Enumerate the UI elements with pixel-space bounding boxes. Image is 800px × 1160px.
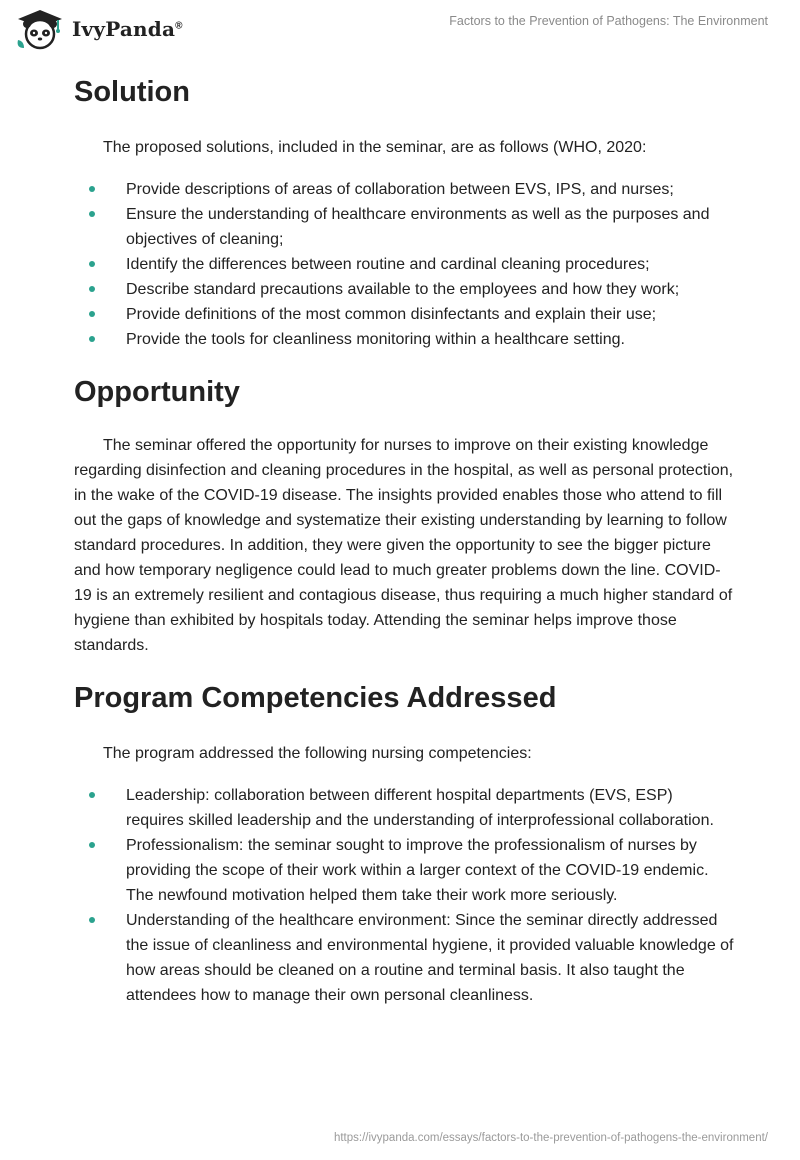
list-item: Ensure the understanding of healthcare environments as well as the purposes and objectives of cleaning;	[74, 202, 734, 252]
list-item: Professionalism: the seminar sought to improve the professionalism of nurses by providing the scope of their work within a larger context of the COVID-19 endemic. The newfound motivation helped them take their work more seriously.	[74, 833, 734, 908]
solution-heading: Solution	[74, 76, 190, 108]
competencies-intro: The program addressed the following nursing competencies:	[103, 745, 532, 762]
list-item: Provide descriptions of areas of collaboration between EVS, IPS, and nurses;	[74, 177, 734, 202]
solution-intro: The proposed solutions, included in the seminar, are as follows (WHO, 2020:	[103, 139, 647, 156]
list-item: Identify the differences between routine and cardinal cleaning procedures;	[74, 252, 734, 277]
opportunity-paragraph: The seminar offered the opportunity for nurses to improve on their existing knowledge regarding disinfection and cleaning procedures in the hospital, as well as personal protection, in the wake of the COVID-19 disease. The insights provided enables those who attend to fill out the gaps of knowledge and systematize their existing understanding by learning to follow standard procedures. In addition, they were given the opportunity to see the bigger picture and how temporary negligence could lead to much greater problems down the line. COVID-19 is an extremely resilient and contagious disease, thus requiring a much higher standard of hygiene than exhibited by hospitals today. Attending the seminar helps improve those standards.	[74, 437, 734, 654]
list-item: Provide the tools for cleanliness monitoring within a healthcare setting.	[74, 327, 734, 352]
page-header	[0, 0, 800, 56]
list-item: Understanding of the healthcare environment: Since the seminar directly addressed the issue of cleanliness and environmental hygiene, it provided valuable knowledge of how areas should be cleaned on a routine and terminal basis. It also taught the attendees how to manage their own personal cleanliness.	[74, 908, 734, 1008]
list-item: Describe standard precautions available to the employees and how they work;	[74, 277, 734, 302]
panda-mascot-icon	[14, 8, 66, 50]
document-title: Factors to the Prevention of Pathogens: The Environment	[449, 14, 768, 28]
ivypanda-logo[interactable]	[14, 8, 183, 50]
list-item: Leadership: collaboration between different hospital departments (EVS, ESP) requires skilled leadership and the understanding of interprofessional collaboration.	[74, 783, 734, 833]
essay-content	[74, 70, 734, 1008]
source-url[interactable]: https://ivypanda.com/essays/factors-to-the-prevention-of-pathogens-the-environment/	[333, 1132, 768, 1144]
opportunity-heading: Opportunity	[74, 376, 240, 408]
competencies-heading: Program Competencies Addressed	[74, 682, 557, 714]
list-item: Provide definitions of the most common disinfectants and explain their use;	[74, 302, 734, 327]
competencies-list	[74, 783, 734, 1008]
solution-list	[74, 177, 734, 352]
logo-wordmark: IvyPanda®	[72, 17, 183, 41]
